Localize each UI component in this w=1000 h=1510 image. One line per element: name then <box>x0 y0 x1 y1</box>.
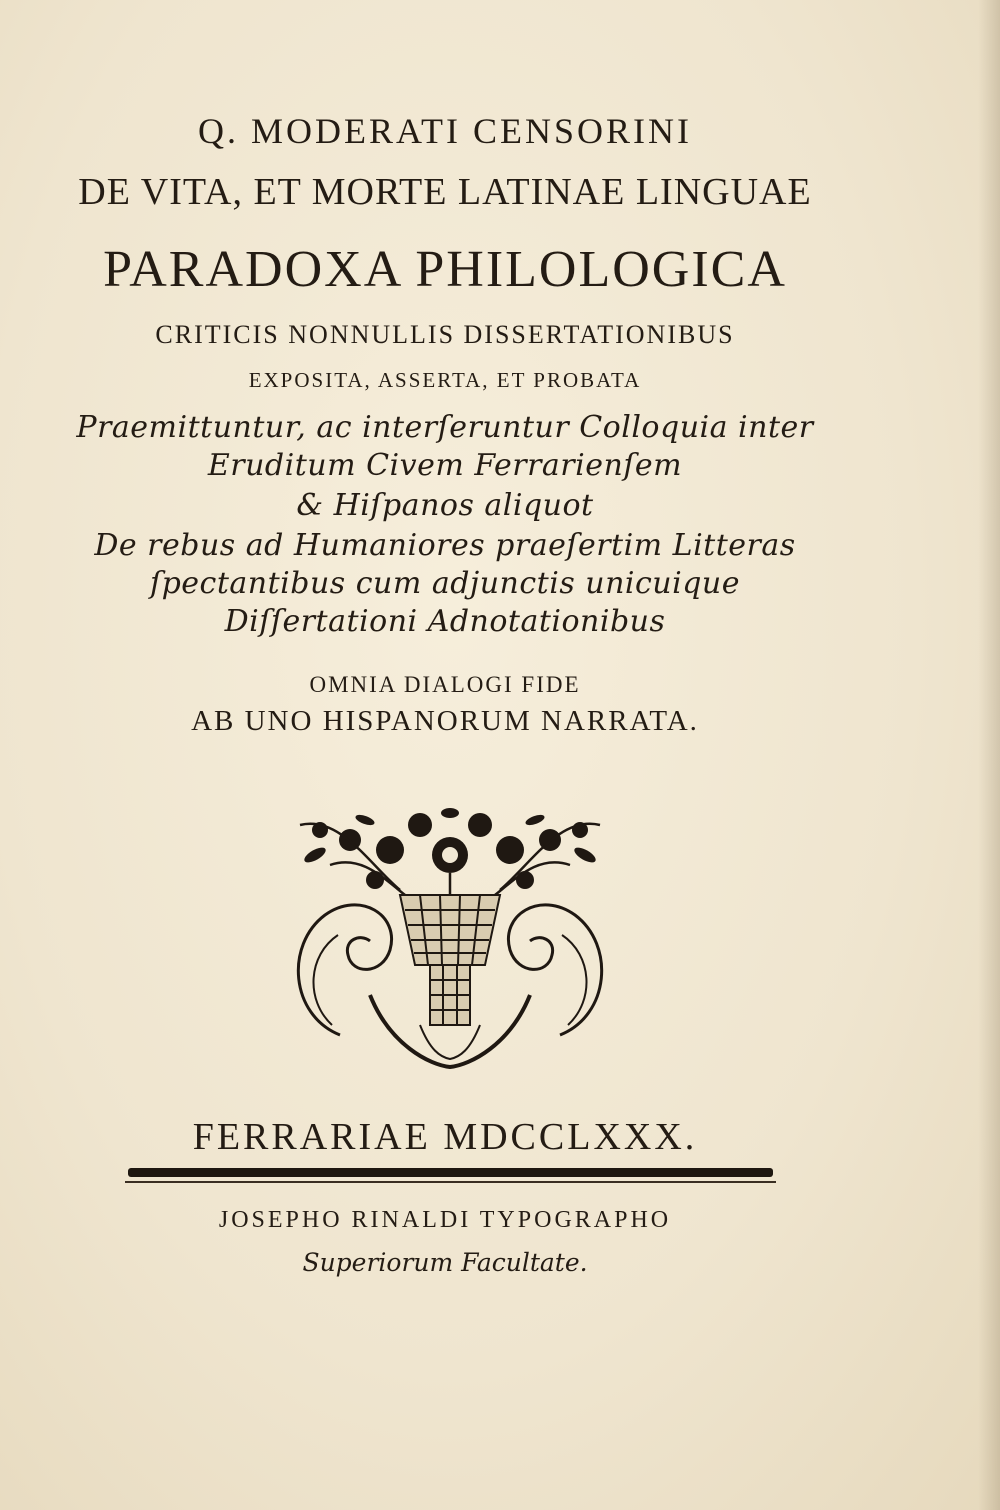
subtitle-line-2: EXPOSITA, ASSERTA, ET PROBATA <box>248 368 642 392</box>
note-line-1: OMNIA DIALOGI FIDE <box>309 672 581 697</box>
imprint-place-year: FERRARIAE MDCCLXXX. <box>192 1116 698 1158</box>
note-line-2: AB UNO HISPANORUM NARRATA. <box>191 705 699 737</box>
thick-rule <box>128 1168 773 1177</box>
italic-line-4: De rebus ad Humaniores praeſertim Litteras <box>94 528 796 563</box>
italic-line-2: Eruditum Civem Ferrarienſem <box>207 448 683 483</box>
italic-line-5: ſpectantibus cum adjunctis unicuique <box>150 566 740 601</box>
italic-line-6: Diſſertationi Adnotationibus <box>224 604 666 639</box>
subject-line: DE VITA, ET MORTE LATINAE LINGUAE <box>78 171 812 213</box>
italic-line-1: Praemittuntur, ac interſeruntur Colloquia inter <box>76 410 814 445</box>
imprint-permission: Superiorum Facultate. <box>302 1248 588 1277</box>
main-title: PARADOXA PHILOLOGICA <box>103 241 787 298</box>
thin-rule <box>125 1181 776 1183</box>
imprint-printer: JOSEPHO RINALDI TYPOGRAPHO <box>218 1207 672 1233</box>
subtitle-line-1: CRITICIS NONNULLIS DISSERTATIONIBUS <box>155 320 735 349</box>
flower-basket-ornament-icon <box>280 795 620 1070</box>
italic-line-3: & Hiſpanos aliquot <box>296 488 594 523</box>
page-spine-shadow <box>978 0 1000 1510</box>
author-line: Q. MODERATI CENSORINI <box>198 111 692 151</box>
